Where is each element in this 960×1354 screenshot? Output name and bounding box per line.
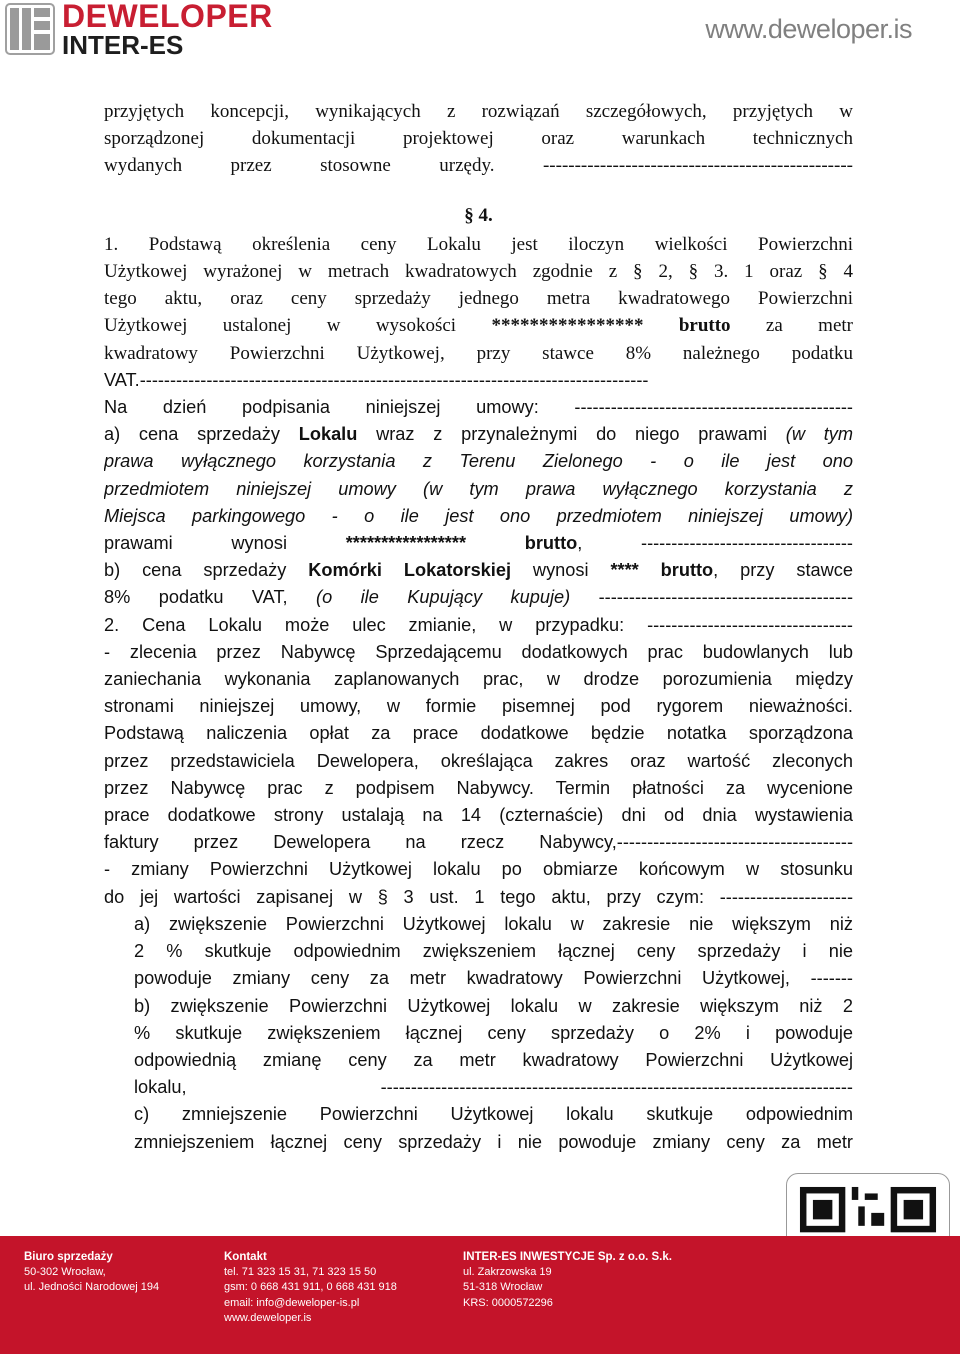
text-line: - zmiany Powierzchni Użytkowej lokalu po obmiarze końcowym w stosunku <box>104 859 853 880</box>
logo-line-deweloper: DEWELOPER <box>62 0 273 34</box>
text-line: wydanych przez stosowne urzędy. ------------------------------------------------- <box>104 155 853 177</box>
italic-span: (o ile Kupujący kupuje) <box>316 587 571 608</box>
footer-sales-office <box>24 1250 159 1296</box>
text-line: a) zwiększenie Powierzchni Użytkowej lokalu w zakresie nie większym niż <box>134 913 853 934</box>
logo-wordmark <box>62 0 273 58</box>
text-line: b) zwiększenie Powierzchni Użytkowej lokalu w zakresie większym niż 2 <box>134 995 853 1016</box>
footer-contact <box>224 1250 397 1326</box>
text-line: do jej wartości zapisanej w § 3 ust. 1 tego aktu, przy czym: ---------------------- <box>104 886 853 907</box>
footer-contact-phone: tel. 71 323 15 31, 71 323 15 50 <box>224 1266 377 1279</box>
footer-contact-website[interactable]: www.deweloper.is <box>224 1311 312 1324</box>
text-span: b) cena sprzedaży <box>104 560 309 581</box>
text-line: zmniejszeniem łącznej ceny sprzedaży i nie powoduje zmiany ceny za metr <box>134 1131 853 1152</box>
text-line: 2 % skutkuje odpowiednim zwiększeniem łącznej ceny sprzedaży i nie <box>134 941 853 962</box>
text-line: Na dzień podpisania niniejszej umowy: ---------------------------------------------- <box>104 397 853 418</box>
footer-sales-line: 50-302 Wrocław, <box>24 1266 106 1279</box>
text-line: Miejsca parkingowego - o ile jest ono przedmiotem niniejszej umowy) <box>104 505 853 526</box>
text-line: c) zmniejszenie Powierzchni Użytkowej lokalu skutkuje odpowiednim <box>134 1104 853 1125</box>
price-placeholder: ***************** brutto <box>345 533 578 554</box>
price-placeholder: **** brutto <box>610 560 714 581</box>
text-line: zaniechania wykonania zaplanowanych prac, w drodze porozumienia między <box>104 669 853 690</box>
text-line: faktury przez Dewelopera na rzecz Nabywcy,--------------------------------------- <box>104 832 853 853</box>
page-footer <box>0 1236 960 1354</box>
text-line: kwadratowy Powierzchni Użytkowej, przy stawce 8% należnego podatku <box>104 342 853 364</box>
text-line: 2. Cena Lokalu może ulec zmianie, w przypadku: ---------------------------------- <box>104 614 853 635</box>
text-line: 1. Podstawą określenia ceny Lokalu jest iloczyn wielkości Powierzchni <box>104 233 853 255</box>
text-line: lokalu, ------------------------------------------------------------------------------ <box>134 1077 853 1098</box>
text-span: wynosi <box>511 560 611 581</box>
text-line: prawa wyłącznego korzystania z Terenu Zielonego - o ile jest ono <box>104 451 853 472</box>
price-placeholder: **************** brutto <box>491 315 731 337</box>
text-line: stronami niniejszej umowy, w formie pisemnej pod rygorem nieważności. <box>104 696 853 717</box>
logo-line-inter-es: INTER-ES <box>62 30 184 60</box>
footer-company-line: ul. Zakrzowska 19 <box>463 1266 552 1279</box>
text-span: 8% podatku VAT, <box>104 587 317 608</box>
page-header <box>0 0 960 62</box>
footer-contact-title: Kontakt <box>224 1251 267 1263</box>
text-line: VAT.------------------------------------------------------------------------------------ <box>104 369 649 390</box>
text-line: przez Nabywcę prac z podpisem Nabywcy. Termin płatności za wycenione <box>104 777 853 798</box>
header-website-url[interactable]: www.deweloper.is <box>705 14 912 44</box>
text-span: , ----------------------------------- <box>577 533 853 554</box>
text-span: ------------------------------------------ <box>570 587 853 608</box>
footer-sales-line: ul. Jedności Narodowej 194 <box>24 1281 160 1294</box>
text-line: Użytkowej wyrażonej w metrach kwadratowych zgodnie z § 2, § 3. 1 oraz § 4 <box>104 261 853 283</box>
text-span: prawami wynosi <box>104 533 346 554</box>
text-line <box>104 312 853 339</box>
text-span: a) cena sprzedaży <box>104 424 299 445</box>
text-line: przez przedstawiciela Dewelopera, określająca zakres oraz wartość zleconych <box>104 750 853 771</box>
footer-company-line: KRS: 0000572296 <box>463 1296 553 1309</box>
footer-company <box>463 1250 672 1311</box>
text-line: - zlecenia przez Nabywcę Sprzedającemu dodatkowych prac budowlanych lub <box>104 641 853 662</box>
italic-span: (w tym <box>785 424 853 445</box>
footer-company-line: 51-318 Wrocław <box>463 1281 543 1294</box>
footer-sales-title: Biuro sprzedaży <box>24 1251 113 1263</box>
deweloper-logo-icon <box>4 2 56 56</box>
document-body <box>104 98 853 1156</box>
text-line: prace dodatkowe strony ustalają na 14 (czternaście) dni od dnia wystawienia <box>104 805 853 826</box>
footer-company-title: INTER-ES INWESTYCJE Sp. z o.o. S.k. <box>463 1251 672 1263</box>
text-span: za metr <box>730 315 853 337</box>
bold-term-komorki: Komórki Lokatorskiej <box>308 560 512 581</box>
footer-contact-email[interactable]: email: info@deweloper-is.pl <box>224 1296 360 1309</box>
text-line: odpowiednią zmianę ceny za metr kwadratowy Powierzchni Użytkowej <box>134 1049 853 1070</box>
text-line <box>104 421 853 448</box>
text-line: Podstawą naliczenia opłat za prace dodatkowe będzie notatka sporządzona <box>104 723 853 744</box>
text-span: , przy stawce <box>713 560 853 581</box>
text-line <box>104 584 853 611</box>
text-line <box>104 557 853 584</box>
footer-contact-gsm: gsm: 0 668 431 911, 0 668 431 918 <box>224 1281 397 1294</box>
text-span: wraz z przynależnymi do niego prawami <box>357 424 786 445</box>
text-line <box>104 530 853 557</box>
text-line: przyjętych koncepcji, wynikających z rozwiązań szczegółowych, przyjętych w <box>104 101 853 122</box>
bold-term-lokalu: Lokalu <box>298 424 358 445</box>
text-line: powoduje zmiany ceny za metr kwadratowy Powierzchni Użytkowej, ------- <box>134 968 853 989</box>
text-line: tego aktu, oraz ceny sprzedaży jednego metra kwadratowego Powierzchni <box>104 288 853 310</box>
text-line: przedmiotem niniejszej umowy (w tym prawa wyłącznego korzystania z <box>104 478 853 499</box>
text-line: sporządzonej dokumentacji projektowej oraz warunkach technicznych <box>104 128 853 150</box>
text-line: % skutkuje zwiększeniem łącznej ceny sprzedaży o 2% i powoduje <box>134 1022 853 1043</box>
section-heading: § 4. <box>464 204 493 226</box>
text-span: Użytkowej ustalonej w wysokości <box>104 315 492 337</box>
